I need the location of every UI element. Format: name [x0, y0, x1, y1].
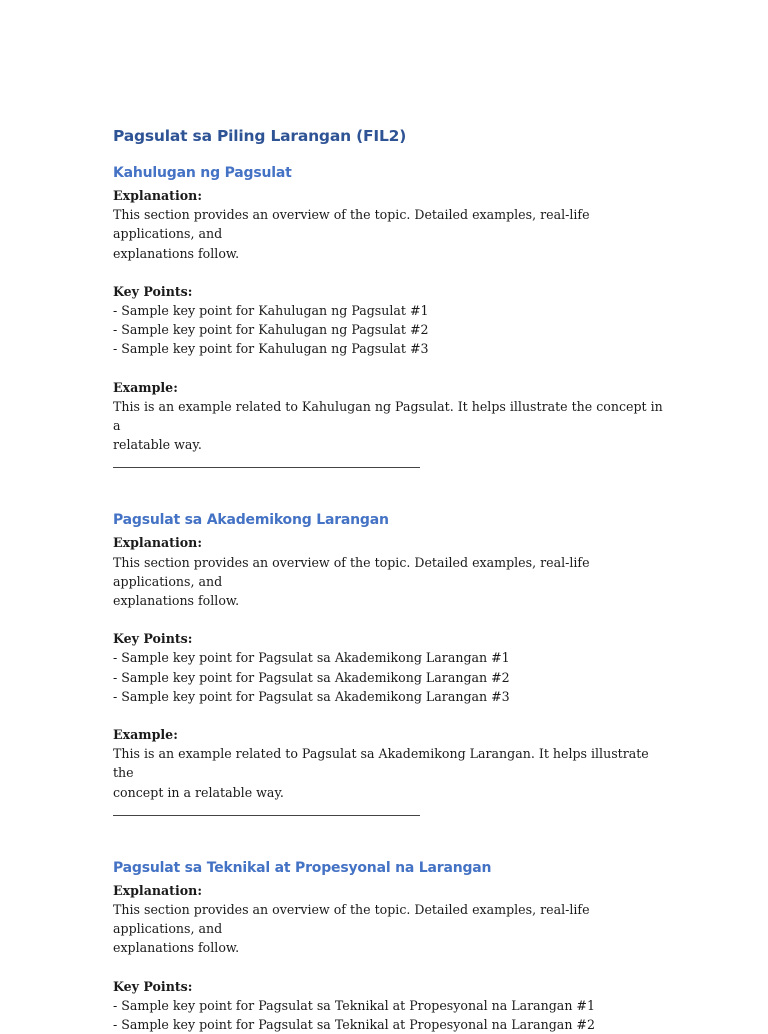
section-divider: [113, 815, 420, 816]
key-point-item: - Sample key point for Pagsulat sa Akademikong Larangan #2: [113, 669, 510, 685]
explanation-line: This section provides an overview of the topic. Detailed examples, real-life applications, and: [113, 554, 590, 589]
key-point-item: - Sample key point for Kahulugan ng Pagsulat #1: [113, 303, 429, 319]
example-line: relatable way.: [113, 437, 202, 453]
section-kahulugan: [113, 162, 673, 468]
key-points-label: Key Points:: [113, 283, 193, 299]
section-heading: Pagsulat sa Teknikal at Propesyonal na Larangan: [113, 859, 492, 876]
explanation-line: explanations follow.: [113, 245, 240, 261]
section-teknikal: [113, 857, 673, 1034]
key-point-item: - Sample key point for Pagsulat sa Teknikal at Propesyonal na Larangan #1: [113, 997, 595, 1013]
explanation-line: This section provides an overview of the topic. Detailed examples, real-life applications, and: [113, 207, 590, 242]
key-point-item: - Sample key point for Kahulugan ng Pagsulat #2: [113, 322, 429, 338]
explanation-line: explanations follow.: [113, 940, 240, 956]
explanation-label: Explanation:: [113, 535, 202, 551]
example-label: Example:: [113, 379, 178, 395]
section-akademikong: [113, 509, 673, 815]
explanation-line: explanations follow.: [113, 593, 240, 609]
key-points-label: Key Points:: [113, 978, 193, 994]
explanation-label: Explanation:: [113, 882, 202, 898]
document-title: Pagsulat sa Piling Larangan (FIL2): [113, 127, 407, 145]
document-body: [113, 124, 673, 1034]
key-point-item: - Sample key point for Kahulugan ng Pagsulat #3: [113, 341, 429, 357]
key-point-item: - Sample key point for Pagsulat sa Akademikong Larangan #3: [113, 688, 510, 704]
key-point-item: - Sample key point for Pagsulat sa Teknikal at Propesyonal na Larangan #2: [113, 1017, 595, 1033]
section-divider: [113, 467, 420, 468]
example-line: This is an example related to Kahulugan ng Pagsulat. It helps illustrate the concept in a: [113, 398, 663, 434]
example-line: concept in a relatable way.: [113, 784, 284, 800]
key-points-label: Key Points:: [113, 631, 193, 647]
explanation-label: Explanation:: [113, 188, 202, 203]
key-point-item: - Sample key point for Pagsulat sa Akademikong Larangan #1: [113, 650, 510, 666]
example-label: Example:: [113, 727, 178, 743]
section-heading: Kahulugan ng Pagsulat: [113, 165, 292, 181]
example-line: This is an example related to Pagsulat sa Akademikong Larangan. It helps illustrate the: [113, 746, 649, 781]
explanation-line: This section provides an overview of the topic. Detailed examples, real-life applications, and: [113, 902, 590, 937]
section-heading: Pagsulat sa Akademikong Larangan: [113, 512, 389, 529]
